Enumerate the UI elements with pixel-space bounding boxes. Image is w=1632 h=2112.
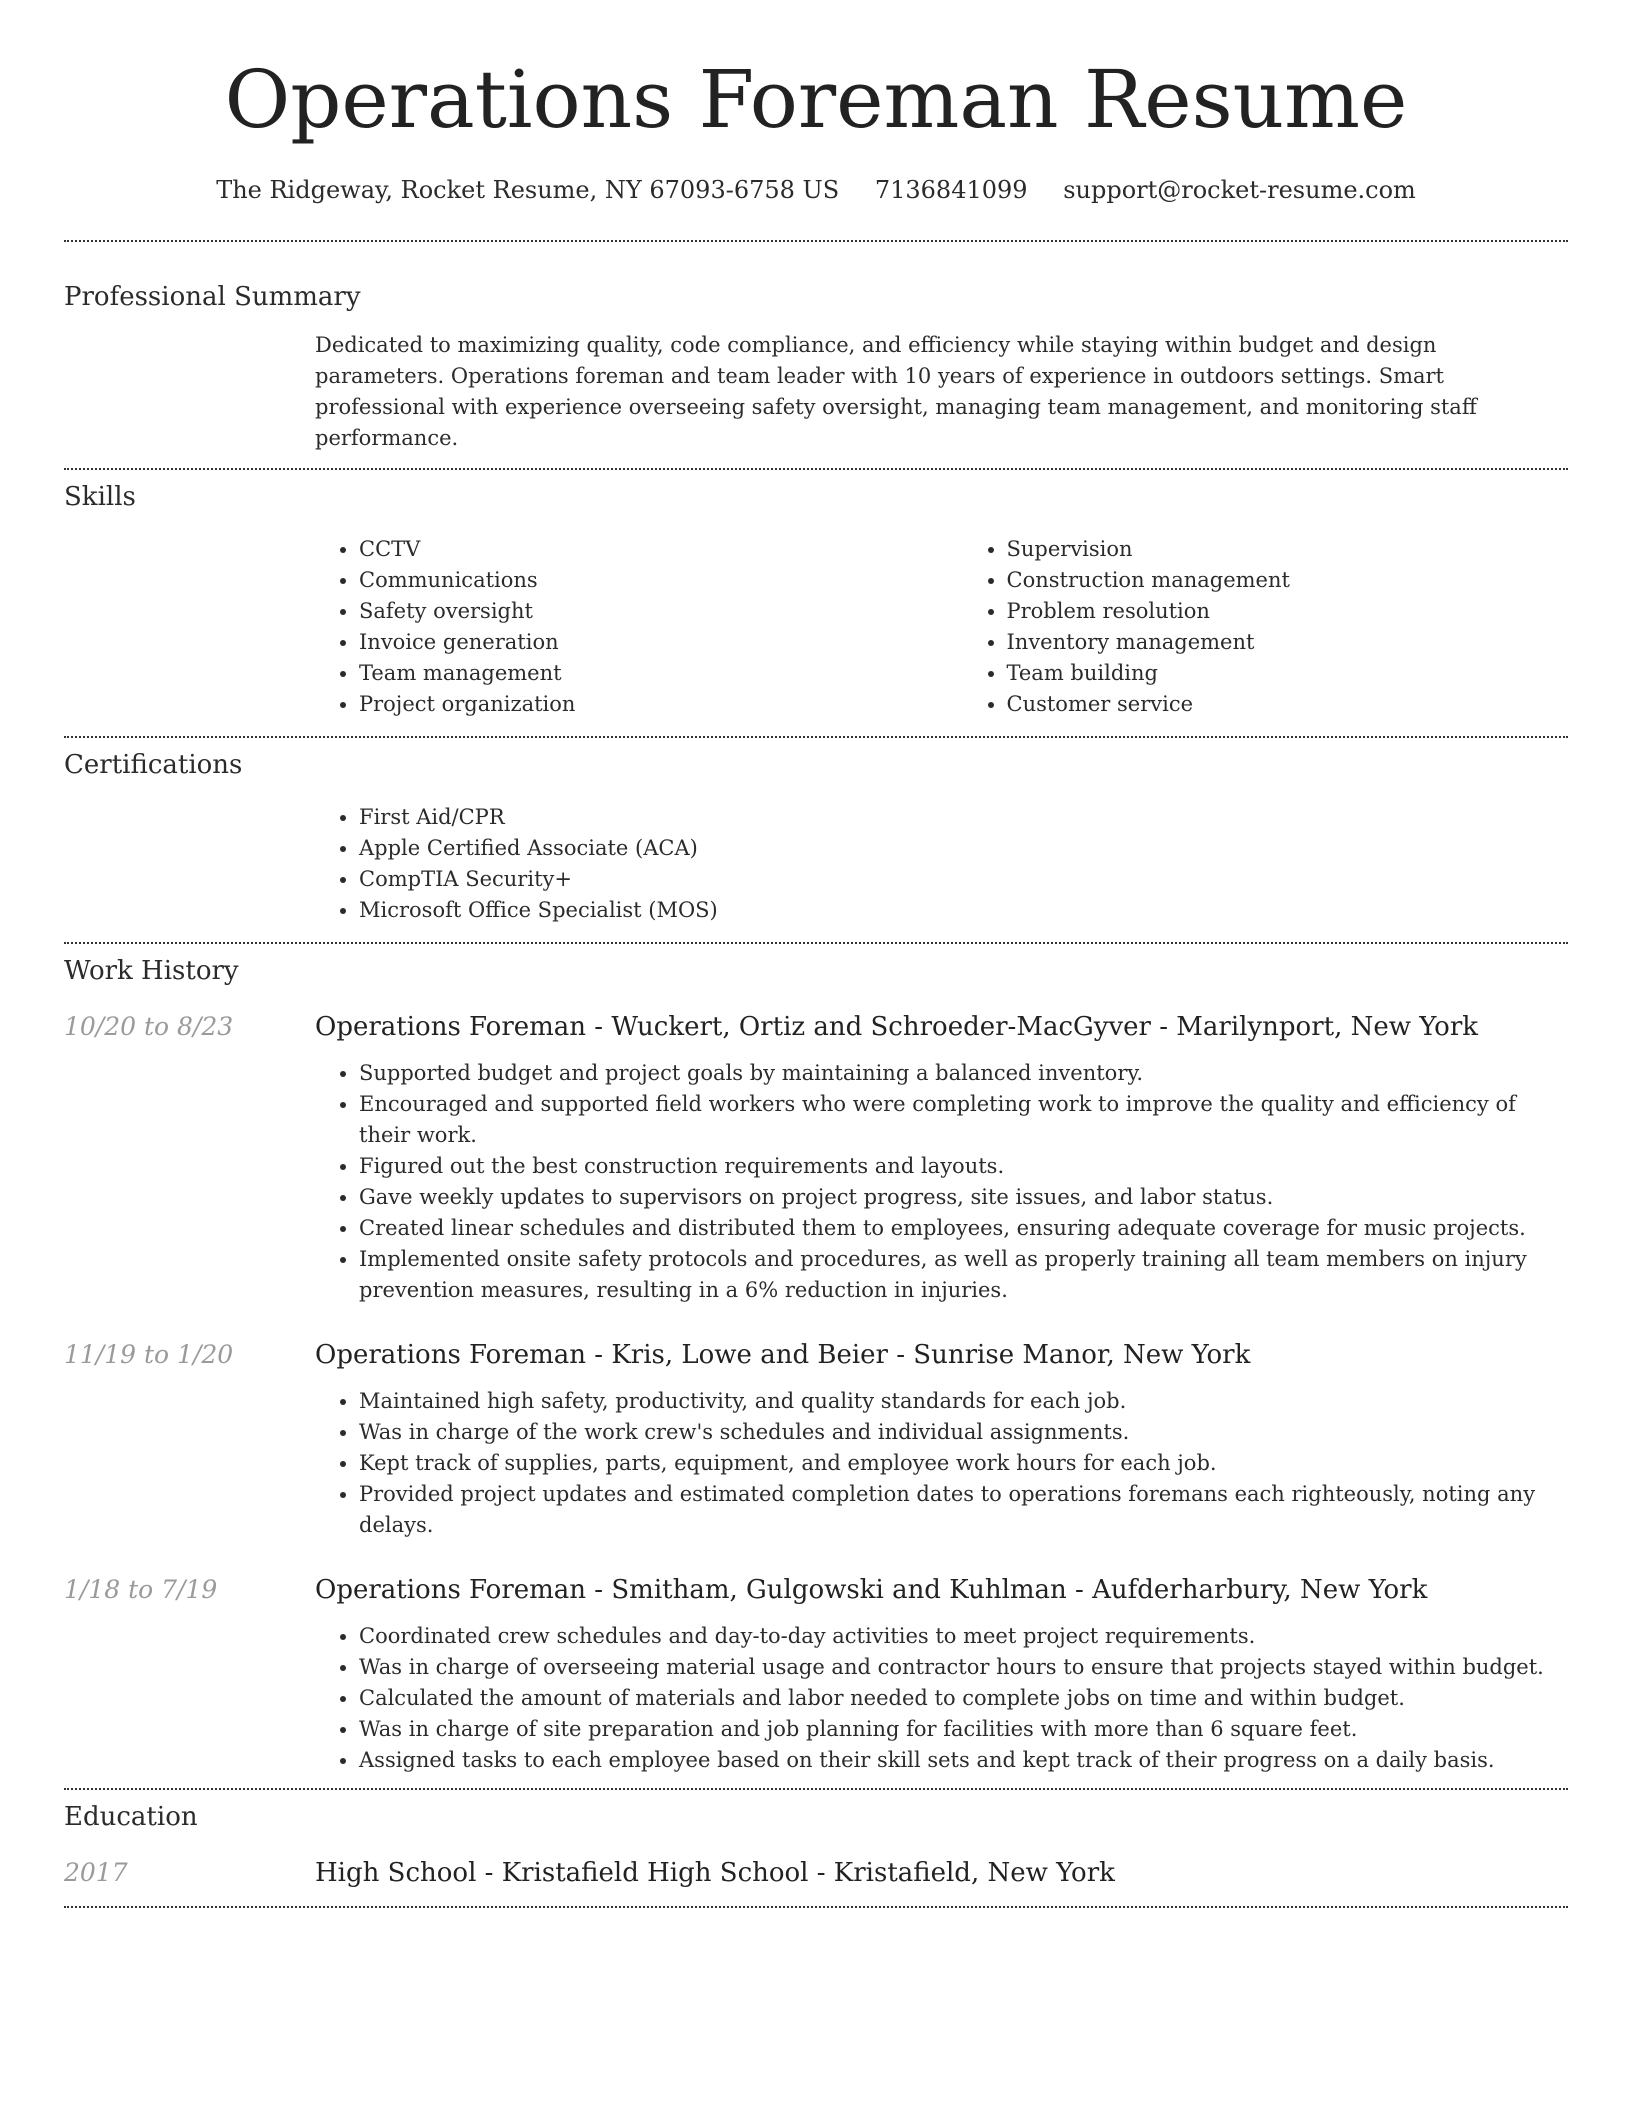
certifications-list — [315, 802, 1568, 926]
job-bullet: • Maintained high safety, productivity, and quality standards for each job. — [359, 1386, 1568, 1417]
resume-page — [64, 0, 1568, 1908]
skill-item: • Safety oversight — [359, 596, 921, 627]
job-bullet: • Kept track of supplies, parts, equipment, and employee work hours for each job. — [359, 1448, 1568, 1479]
education-title: High School - Kristafield High School - Kristafield, New York — [315, 1858, 1115, 1888]
job-bullet: • Coordinated crew schedules and day-to-day activities to meet project requirements. — [359, 1621, 1568, 1652]
divider — [64, 736, 1568, 738]
work-section — [64, 954, 1568, 1776]
certifications-section — [64, 748, 1568, 926]
job-bullet: • Was in charge of the work crew's schedules and individual assignments. — [359, 1417, 1568, 1448]
job-bullet: • Provided project updates and estimated completion dates to operations foremans each righteously, noting any delays. — [359, 1479, 1568, 1541]
job-entry — [64, 1010, 1568, 1306]
education-date: 2017 — [64, 1858, 128, 1887]
job-bullet: • Gave weekly updates to supervisors on project progress, site issues, and labor status. — [359, 1182, 1568, 1213]
job-date: 11/19 to 1/20 — [64, 1340, 234, 1369]
resume-title: Operations Foreman Resume — [224, 53, 1408, 146]
skill-item: • Inventory management — [1007, 627, 1569, 658]
divider — [64, 1788, 1568, 1790]
divider — [64, 942, 1568, 944]
skill-item: • Team building — [1007, 658, 1569, 689]
contact-email: support@rocket-resume.com — [1063, 176, 1416, 204]
section-heading-summary: Professional Summary — [64, 282, 361, 312]
job-bullets — [315, 1058, 1568, 1306]
certification-item: • Apple Certified Associate (ACA) — [359, 833, 1568, 864]
section-heading-certifications: Certifications — [64, 750, 243, 780]
skill-item: • Construction management — [1007, 565, 1569, 596]
education-entry — [64, 1856, 1568, 1890]
job-bullets — [315, 1386, 1568, 1541]
job-title: Operations Foreman - Kris, Lowe and Beier - Sunrise Manor, New York — [315, 1340, 1251, 1370]
skill-item: • Invoice generation — [359, 627, 921, 658]
skill-item: • CCTV — [359, 534, 921, 565]
job-bullet: • Created linear schedules and distributed them to employees, ensuring adequate coverage for music projects. — [359, 1213, 1568, 1244]
job-bullet: • Was in charge of overseeing material usage and contractor hours to ensure that projects stayed within budget. — [359, 1652, 1568, 1683]
summary-section — [64, 280, 1568, 454]
contact-address: The Ridgeway, Rocket Resume, NY 67093-6758 US — [216, 176, 840, 204]
section-heading-skills: Skills — [64, 482, 136, 512]
skill-item: • Team management — [359, 658, 921, 689]
skill-item: • Supervision — [1007, 534, 1569, 565]
job-title: Operations Foreman - Smitham, Gulgowski and Kuhlman - Aufderharbury, New York — [315, 1575, 1428, 1605]
skill-item: • Customer service — [1007, 689, 1569, 720]
summary-text: Dedicated to maximizing quality, code compliance, and efficiency while staying within budget and design parameters. Operations foreman and team leader with 10 years of experience in outdoors settings. Smart professional with experience overseeing safety oversight, managing team management, and monitoring staff performance. — [315, 333, 1477, 450]
skills-list-left — [315, 534, 921, 720]
job-bullet: • Implemented onsite safety protocols and procedures, as well as properly training all team members on injury prevention measures, resulting in a 6% reduction in injuries. — [359, 1244, 1568, 1306]
contact-phone: 7136841099 — [874, 176, 1028, 204]
job-bullet: • Figured out the best construction requirements and layouts. — [359, 1151, 1568, 1182]
skill-item: • Communications — [359, 565, 921, 596]
section-heading-education: Education — [64, 1802, 198, 1832]
contact-line — [64, 174, 1568, 206]
job-bullet: • Was in charge of site preparation and job planning for facilities with more than 6 square feet. — [359, 1714, 1568, 1745]
job-bullet: • Calculated the amount of materials and labor needed to complete jobs on time and within budget. — [359, 1683, 1568, 1714]
skills-list-right — [963, 534, 1569, 720]
section-heading-work: Work History — [64, 956, 239, 986]
certification-item: • First Aid/CPR — [359, 802, 1568, 833]
job-date: 10/20 to 8/23 — [64, 1012, 234, 1041]
job-bullet: • Assigned tasks to each employee based on their skill sets and kept track of their progress on a daily basis. — [359, 1745, 1568, 1776]
job-bullet: • Encouraged and supported field workers who were completing work to improve the quality and efficiency of their work. — [359, 1089, 1568, 1151]
job-title: Operations Foreman - Wuckert, Ortiz and Schroeder-MacGyver - Marilynport, New York — [315, 1012, 1479, 1042]
education-section — [64, 1800, 1568, 1890]
job-entry — [64, 1338, 1568, 1541]
job-bullets — [315, 1621, 1568, 1776]
job-bullet: • Supported budget and project goals by maintaining a balanced inventory. — [359, 1058, 1568, 1089]
divider — [64, 1906, 1568, 1908]
job-date: 1/18 to 7/19 — [64, 1575, 218, 1604]
skills-section — [64, 480, 1568, 720]
certification-item: • Microsoft Office Specialist (MOS) — [359, 895, 1568, 926]
skill-item: • Project organization — [359, 689, 921, 720]
certification-item: • CompTIA Security+ — [359, 864, 1568, 895]
skill-item: • Problem resolution — [1007, 596, 1569, 627]
divider — [64, 468, 1568, 470]
job-entry — [64, 1573, 1568, 1776]
divider — [64, 240, 1568, 242]
skills-grid — [315, 534, 1568, 720]
